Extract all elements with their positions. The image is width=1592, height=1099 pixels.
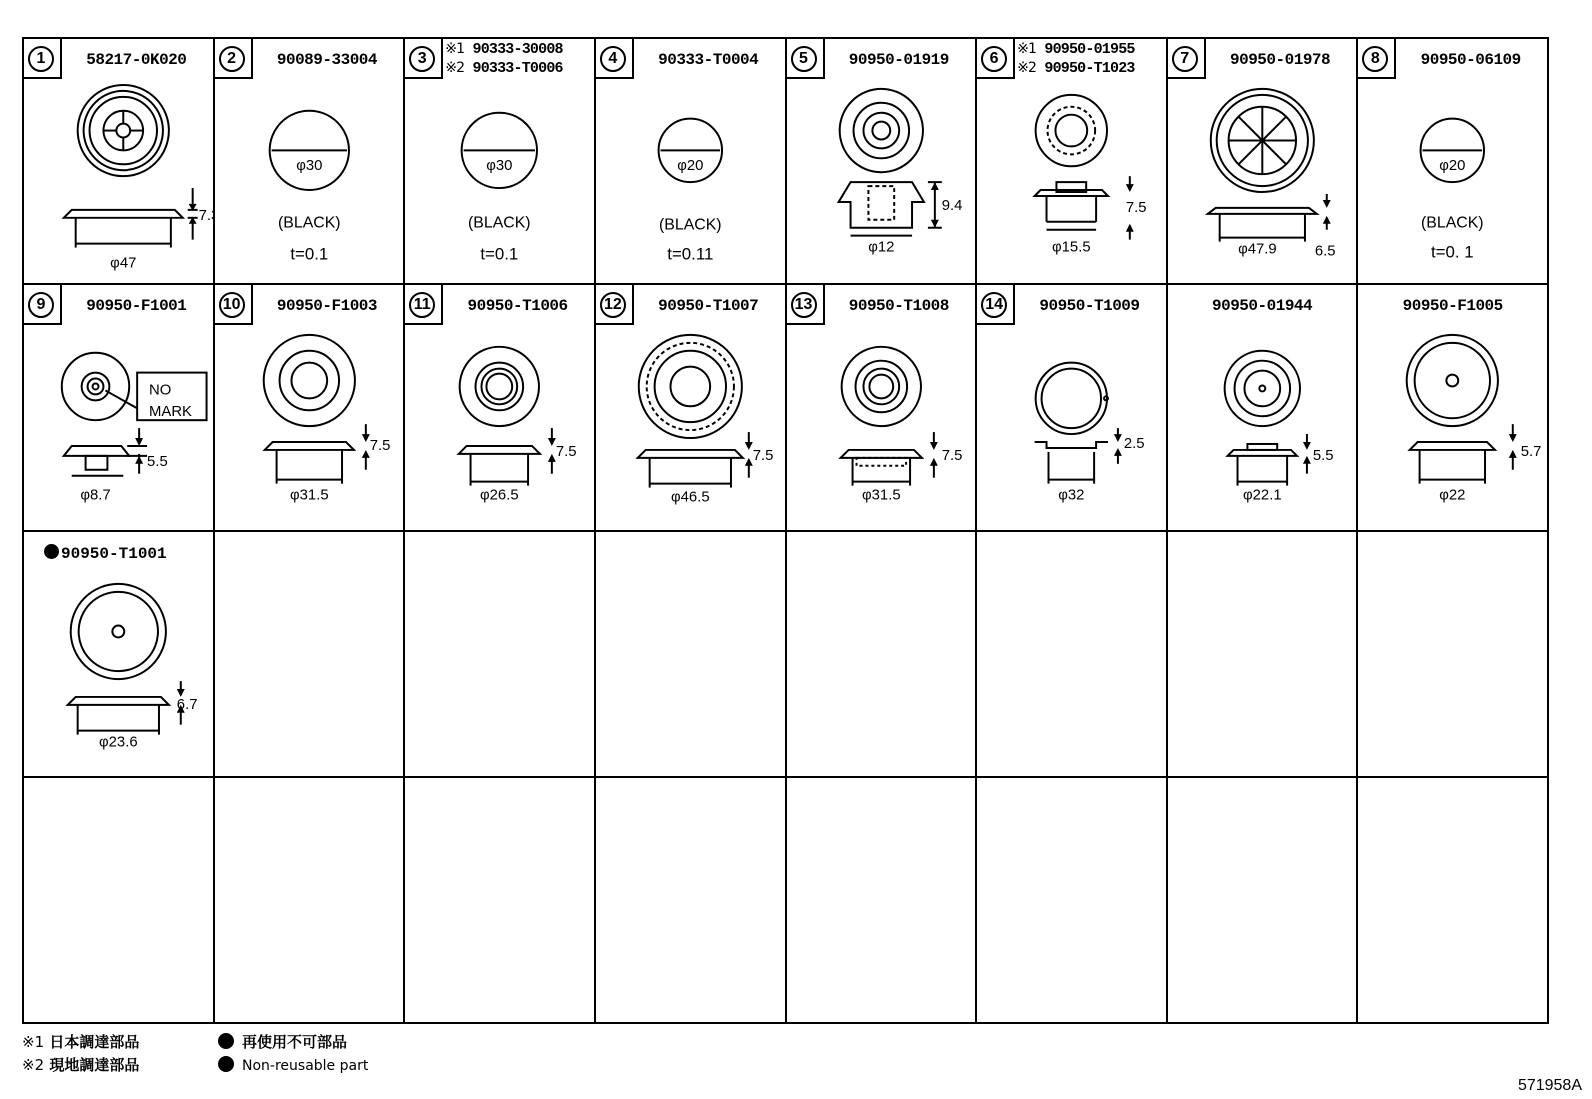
- item-number: 2: [219, 46, 245, 72]
- grommet-drawing: [405, 325, 594, 529]
- item-number-box: [596, 39, 634, 79]
- item-number-box: [405, 39, 443, 79]
- grommet-drawing: [596, 325, 785, 529]
- part-cell-2[interactable]: [215, 39, 406, 285]
- item-number-box: [405, 285, 443, 325]
- color-note: (BLACK): [468, 214, 531, 232]
- dim-diameter: φ15.5: [1052, 239, 1091, 256]
- item-number: 6: [981, 46, 1007, 72]
- empty-cell: [1168, 532, 1359, 778]
- dim-height: 6.5: [1314, 243, 1336, 260]
- legend-non-reusable-jp: 再使用不可部品: [218, 1031, 347, 1052]
- dim-diameter: φ47.9: [1237, 241, 1277, 258]
- grommet-drawing: [787, 325, 976, 529]
- part-cell-1[interactable]: [24, 39, 220, 285]
- part-number: 90950-F1001: [86, 297, 187, 316]
- grommet-drawing: [787, 79, 976, 283]
- dim-diameter: φ46.5: [670, 489, 710, 506]
- part-cell-17[interactable]: [24, 532, 215, 778]
- dim-height: 5.5: [1312, 448, 1334, 465]
- part-cell-13[interactable]: [787, 285, 978, 531]
- dim-diameter: φ47: [110, 255, 137, 272]
- dim-height: 5.5: [147, 454, 168, 471]
- part-number: 90950-06109: [1420, 51, 1521, 69]
- legend-non-reusable-en: Non-reusable part: [218, 1056, 368, 1074]
- empty-cell: [977, 778, 1168, 1024]
- grommet-drawing: [977, 79, 1166, 283]
- callout-line-1: NO: [149, 382, 172, 399]
- parts-grid: [22, 37, 1549, 1024]
- part-number: 90089-33004: [276, 51, 377, 69]
- dim-diameter: φ30: [486, 158, 513, 175]
- seal-drawing: [596, 79, 785, 283]
- item-number: 5: [791, 46, 817, 72]
- dim-diameter: φ31.5: [861, 487, 901, 504]
- dim-height: 6.7: [176, 696, 198, 713]
- empty-cell: [596, 532, 787, 778]
- item-number: 9: [28, 292, 54, 318]
- item-number-box: [24, 39, 62, 79]
- part-cell-14[interactable]: [977, 285, 1168, 531]
- dim-diameter: φ22.1: [1242, 487, 1282, 504]
- part-cell-10[interactable]: [215, 285, 406, 531]
- part-number-line-1: ※1 90950-01955: [1017, 41, 1135, 58]
- part-number: 90950-T1006: [467, 297, 568, 316]
- empty-cell: [596, 778, 787, 1024]
- empty-cell: [1358, 778, 1549, 1024]
- part-cell-9[interactable]: [24, 285, 215, 531]
- dim-height: 5.7: [1521, 444, 1542, 461]
- dim-height: 7.5: [556, 444, 577, 461]
- empty-cell: [405, 778, 596, 1024]
- dim-diameter: φ26.5: [480, 487, 519, 504]
- part-cell-6[interactable]: [977, 39, 1168, 285]
- item-number-box: [215, 39, 253, 79]
- item-number-box: [215, 285, 253, 325]
- dim-diameter: φ30: [295, 158, 323, 175]
- color-note: (BLACK): [277, 214, 341, 232]
- item-number: 10: [219, 292, 245, 318]
- part-cell-8[interactable]: [1358, 39, 1549, 285]
- footnote-local-sourced: ※2 現地調達部品: [22, 1056, 140, 1074]
- dim-diameter: φ20: [1439, 158, 1466, 175]
- item-number: 14: [981, 292, 1007, 318]
- empty-cell: [1358, 532, 1549, 778]
- item-number-box: [977, 285, 1015, 325]
- part-cell-15[interactable]: [1168, 285, 1359, 531]
- part-cell-5[interactable]: [787, 39, 978, 285]
- thickness-note: t=0.1: [289, 244, 328, 264]
- seal-drawing: [405, 79, 594, 283]
- grommet-drawing: [977, 325, 1166, 529]
- empty-cell: [787, 532, 978, 778]
- dim-diameter: φ12: [867, 239, 894, 256]
- grommet-drawing: [24, 325, 213, 529]
- seal-drawing: [1358, 79, 1547, 283]
- dim-height: 7.3: [198, 207, 220, 224]
- part-number: 90950-T1009: [1039, 297, 1140, 316]
- item-number: 13: [791, 292, 817, 318]
- item-number-box: [1168, 39, 1206, 79]
- dim-height: 9.4: [941, 197, 962, 214]
- item-number: 7: [1172, 46, 1198, 72]
- item-number-box: [1358, 39, 1396, 79]
- dim-diameter: φ31.5: [289, 487, 329, 504]
- part-number-nonreusable: 90950-T1001: [44, 544, 167, 563]
- item-number: 8: [1362, 46, 1388, 72]
- part-number: 90950-01944: [1212, 297, 1313, 316]
- non-reusable-dot-icon: [44, 544, 59, 559]
- part-number-line-1: ※1 90333-30008: [445, 41, 563, 58]
- thickness-note: t=0.11: [667, 244, 714, 264]
- empty-cell: [787, 778, 978, 1024]
- part-cell-3[interactable]: [405, 39, 596, 285]
- diagram-id: 571958A: [1517, 1077, 1582, 1094]
- footnote-japan-sourced: ※1 日本調達部品: [22, 1033, 140, 1051]
- grommet-drawing: [1168, 79, 1357, 283]
- item-number: 3: [409, 46, 435, 72]
- grommet-drawing: [1358, 325, 1547, 529]
- part-number: 58217-0K020: [86, 51, 187, 69]
- thickness-note: t=0.1: [480, 244, 519, 264]
- part-number: 90950-F1003: [276, 297, 377, 316]
- item-number-box: [977, 39, 1015, 79]
- dim-diameter: φ8.7: [80, 487, 111, 504]
- part-number: 90333-T0004: [658, 51, 759, 69]
- part-number: 90950-01978: [1230, 51, 1331, 69]
- empty-cell: [215, 532, 406, 778]
- item-number-box: [24, 285, 62, 325]
- item-number: 4: [600, 46, 626, 72]
- color-note: (BLACK): [658, 216, 722, 234]
- part-number: 90950-01919: [848, 51, 949, 69]
- dim-diameter: φ20: [677, 158, 704, 175]
- part-cell-11[interactable]: [405, 285, 596, 531]
- grommet-drawing: [24, 572, 213, 776]
- empty-cell: [405, 532, 596, 778]
- item-number: 11: [409, 292, 435, 318]
- item-number: 1: [28, 46, 54, 72]
- grommet-drawing: [1168, 325, 1357, 529]
- grommet-drawing: [215, 325, 404, 529]
- part-number: 90950-F1005: [1402, 297, 1503, 316]
- item-number-box: [596, 285, 634, 325]
- thickness-note: t=0. 1: [1431, 242, 1474, 262]
- seal-drawing: [215, 79, 404, 283]
- item-number-box: [787, 285, 825, 325]
- part-number: 90950-T1007: [658, 297, 759, 316]
- part-cell-12[interactable]: [596, 285, 787, 531]
- non-reusable-dot-icon: [218, 1056, 234, 1072]
- dim-diameter: φ23.6: [99, 734, 138, 751]
- part-number-line-2: ※2 90950-T1023: [1017, 60, 1135, 77]
- empty-cell: [1168, 778, 1359, 1024]
- dim-diameter: φ22: [1439, 487, 1466, 504]
- grommet-drawing: [24, 79, 220, 283]
- dim-height: 7.5: [941, 448, 962, 465]
- part-cell-16[interactable]: [1358, 285, 1549, 531]
- empty-cell: [977, 532, 1168, 778]
- dim-height: 7.5: [369, 438, 391, 455]
- part-number-line-2: ※2 90333-T0006: [445, 60, 563, 77]
- non-reusable-dot-icon: [218, 1033, 234, 1049]
- part-number: 90950-T1008: [848, 297, 949, 316]
- dim-diameter: φ32: [1058, 487, 1085, 504]
- item-number-box: [787, 39, 825, 79]
- item-number: 12: [600, 292, 626, 318]
- dim-height: 2.5: [1123, 436, 1145, 453]
- empty-cell: [24, 778, 215, 1024]
- color-note: (BLACK): [1421, 214, 1484, 232]
- callout-line-2: MARK: [149, 404, 192, 421]
- dim-height: 7.5: [752, 448, 774, 465]
- dim-height: 7.5: [1125, 199, 1147, 216]
- part-cell-7[interactable]: [1168, 39, 1359, 285]
- empty-cell: [215, 778, 406, 1024]
- part-cell-4[interactable]: [596, 39, 787, 285]
